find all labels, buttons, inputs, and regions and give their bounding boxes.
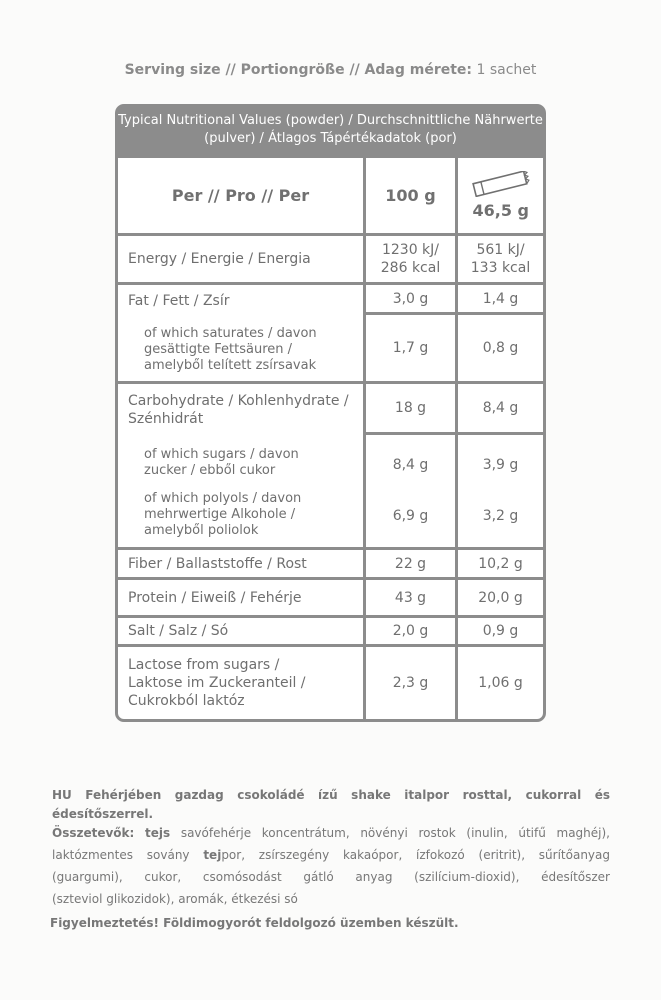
row-sugars-sachet: 3,9 g [482, 457, 519, 473]
sub-carb-sachet [458, 435, 543, 547]
serving-size [0, 62, 661, 78]
row-carb-100g: 18 g [366, 384, 455, 432]
row-sugars-label: of which sugars / davon zucker / ebből cukor [144, 447, 299, 478]
fat-block [118, 285, 363, 381]
ingredients-text-1: savófehérje koncentrátum, növényi rostok (inulin, útifű maghéj), [170, 826, 610, 840]
row-protein-sachet: 20,0 g [458, 580, 543, 615]
row-fiber-100g: 22 g [366, 550, 455, 577]
footer-product-line1: HU Fehérjében gazdag csokoládé ízű shake italpor rosttal, cukorral és [52, 788, 610, 802]
ingredients-text-2b: por, zsírszegény kakaópor, ízfokozó (eritrit), sűrítőanyag [221, 848, 610, 862]
serving-size-value: 1 sachet [476, 62, 537, 78]
row-salt-label: Salt / Salz / Só [118, 618, 363, 644]
row-salt-sachet: 0,9 g [458, 618, 543, 644]
row-polyols-sachet: 3,2 g [482, 508, 519, 524]
row-sugars-100g: 8,4 g [392, 457, 429, 473]
ingredients-allergen-1: tejs [145, 826, 171, 840]
ingredients-allergen-2: tej [203, 848, 222, 862]
row-lactose-100g: 2,3 g [366, 647, 455, 719]
row-fat-sachet: 1,4 g [458, 285, 543, 312]
footer [52, 784, 610, 934]
row-polyols-100g: 6,9 g [392, 508, 429, 524]
row-salt-100g: 2,0 g [366, 618, 455, 644]
row-fiber-sachet: 10,2 g [458, 550, 543, 577]
header-per: Per // Pro // Per [118, 158, 363, 233]
row-energy-100g: 1230 kJ/ 286 kcal [366, 236, 455, 282]
ingredients-label: Összetevők: [52, 826, 135, 840]
row-fat-100g: 3,0 g [366, 285, 455, 312]
carb-block [118, 384, 363, 547]
row-saturates-sachet: 0,8 g [458, 315, 543, 381]
header-col-sachet [458, 158, 543, 233]
header-col-sachet-label: 46,5 g [472, 201, 529, 220]
row-protein-label: Protein / Eiweiß / Fehérje [118, 580, 363, 615]
footer-warning: Figyelmeztetés! Földimogyorót feldolgozó üzemben készült. [50, 916, 459, 930]
sachet-icon [468, 171, 534, 201]
ingredients-text-2a: laktózmentes sovány [52, 848, 204, 862]
row-lactose-sachet: 1,06 g [458, 647, 543, 719]
row-protein-100g: 43 g [366, 580, 455, 615]
row-lactose-label: Lactose from sugars / Laktose im Zuckeranteil / Cukrokból laktóz [118, 647, 363, 719]
row-energy-label: Energy / Energie / Energia [118, 236, 363, 282]
row-saturates-100g: 1,7 g [366, 315, 455, 381]
footer-product-line2: édesítőszerrel. [52, 807, 154, 821]
row-energy-sachet: 561 kJ/ 133 kcal [458, 236, 543, 282]
table-title: Typical Nutritional Values (powder) / Durchschnittliche Nährwerte (pulver) / Átlagos Tápértékadatok (por) [118, 113, 543, 146]
serving-size-label: Serving size // Portiongröße // Adag mérete: [124, 62, 473, 78]
row-carb-sachet: 8,4 g [458, 384, 543, 432]
footer-ingredients-line1 [52, 822, 610, 844]
nutrition-table [115, 104, 546, 722]
footer-ingredients-line3: (guargumi), cukor, csomósodást gátló anyag (szilícium-dioxid), édesítőszer [52, 870, 610, 884]
footer-ingredients-line4: (szteviol glikozidok), aromák, étkezési só [52, 892, 298, 906]
sub-carb-100g [366, 435, 455, 547]
header-col-100g: 100 g [366, 158, 455, 233]
row-fat-label: Fat / Fett / Zsír [128, 293, 230, 309]
row-saturates-label: of which saturates / davon gesättigte Fettsäuren / amelyből telített zsírsavak [144, 326, 317, 373]
footer-ingredients-line2 [52, 844, 610, 866]
row-fiber-label: Fiber / Ballaststoffe / Rost [118, 550, 363, 577]
row-polyols-label: of which polyols / davon mehrwertige Alkohole / amelyből poliolok [144, 491, 302, 538]
row-carb-label: Carbohydrate / Kohlenhydrate / Szénhidrát [128, 393, 349, 427]
